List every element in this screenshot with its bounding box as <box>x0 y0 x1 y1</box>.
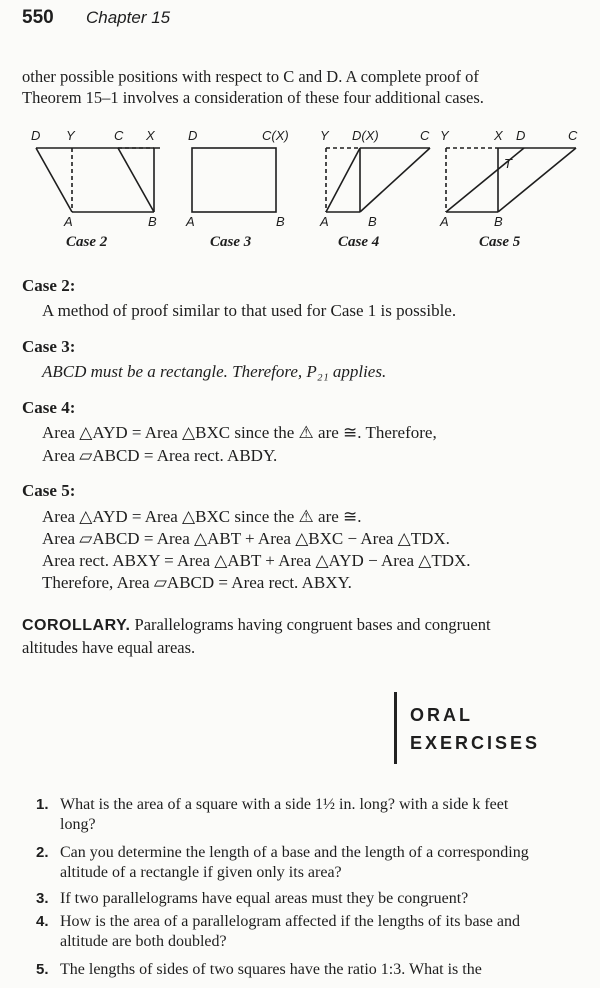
fig-label: D <box>516 128 526 143</box>
exercise-number: 1. <box>36 796 49 813</box>
fig-label: C <box>420 128 430 143</box>
fig-label: B <box>494 214 503 229</box>
case-heading: Case 2: <box>22 276 76 295</box>
exercise-text: altitude are both doubled? <box>60 933 227 950</box>
corollary-text: Parallelograms having congruent bases and congruent <box>134 615 491 634</box>
exercise-number: 2. <box>36 844 49 861</box>
corollary-text: altitudes have equal areas. <box>22 638 196 657</box>
oral-heading: ORAL <box>410 705 473 725</box>
fig-label: D <box>31 128 41 143</box>
fig-label: C <box>114 128 124 143</box>
exercise-item <box>22 960 582 980</box>
fig-label: B <box>148 214 157 229</box>
exercise-number: 4. <box>36 913 49 930</box>
fig-label: Y <box>320 128 329 143</box>
case-line: Area △AYD = Area △BXC since the ⚠ are ≅. Therefore, <box>42 423 437 442</box>
corollary-label: COROLLARY. <box>22 617 131 634</box>
exercise-text: The lengths of sides of two squares have the ratio 1:3. What is the <box>60 961 482 978</box>
fig-label: B <box>276 214 285 229</box>
fig-label: A <box>186 214 195 229</box>
intro-line: other possible positions with respect to C and D. A complete proof of <box>22 67 479 86</box>
fig-label: B <box>368 214 377 229</box>
fig-label: X <box>146 128 155 143</box>
case3-figure <box>192 148 276 212</box>
exercise-item <box>22 889 582 909</box>
fig-label: A <box>440 214 449 229</box>
case2-caption: Case 2 <box>66 234 108 250</box>
fig-label: C(X) <box>262 128 289 143</box>
intro-line: Theorem 15–1 involves a consideration of these four additional cases. <box>22 88 484 107</box>
exercise-item <box>22 912 582 952</box>
fig-label: X <box>494 128 503 143</box>
case-line: Therefore, Area ▱ABCD = Area rect. ABXY. <box>42 573 352 592</box>
exercise-text: altitude of a rectangle if given only its area? <box>60 864 342 881</box>
case-line: Area rect. ABXY = Area △ABT + Area △AYD − Area △TDX. <box>42 551 471 570</box>
case3-caption: Case 3 <box>210 234 252 250</box>
exercise-text: How is the area of a parallelogram affected if the lengths of its base and <box>60 913 520 930</box>
case-line: ABCD must be a rectangle. Therefore, P₂₁ applies. <box>42 362 387 381</box>
fig-label: T <box>504 156 512 171</box>
page-number: 550 <box>22 7 54 28</box>
fig-label: A <box>320 214 329 229</box>
oral-heading: EXERCISES <box>410 733 541 753</box>
chapter-title: Chapter 15 <box>86 8 171 27</box>
fig-label: D <box>188 128 198 143</box>
case-heading: Case 3: <box>22 337 76 356</box>
fig-label: D(X) <box>352 128 379 143</box>
case-line: Area △AYD = Area △BXC since the ⚠ are ≅. <box>42 507 362 526</box>
fig-label: C <box>568 128 578 143</box>
exercise-item <box>22 843 582 883</box>
case-line: Area ▱ABCD = Area △ABT + Area △BXC − Area △TDX. <box>42 529 450 548</box>
exercise-text: Can you determine the length of a base and the length of a corresponding <box>60 844 529 861</box>
exercise-text: If two parallelograms have equal areas must they be congruent? <box>60 890 469 907</box>
intro-paragraph <box>22 66 584 108</box>
case5-caption: Case 5 <box>479 234 521 250</box>
case-heading: Case 5: <box>22 481 76 500</box>
case4-figure <box>326 148 430 212</box>
exercise-number: 3. <box>36 890 49 907</box>
corollary <box>22 614 582 659</box>
case-heading: Case 4: <box>22 398 76 417</box>
exercise-number: 5. <box>36 961 49 978</box>
exercise-text: What is the area of a square with a side 1½ in. long? with a side k feet <box>60 796 509 813</box>
case-line: A method of proof similar to that used for Case 1 is possible. <box>42 301 457 320</box>
case4-caption: Case 4 <box>338 234 380 250</box>
exercise-text: long? <box>60 816 96 833</box>
heading-rule <box>394 692 397 764</box>
fig-label: Y <box>66 128 75 143</box>
case2-figure <box>36 148 160 212</box>
fig-label: Y <box>440 128 449 143</box>
fig-label: A <box>64 214 73 229</box>
case-line: Area ▱ABCD = Area rect. ABDY. <box>42 446 278 465</box>
exercise-item <box>22 795 582 835</box>
